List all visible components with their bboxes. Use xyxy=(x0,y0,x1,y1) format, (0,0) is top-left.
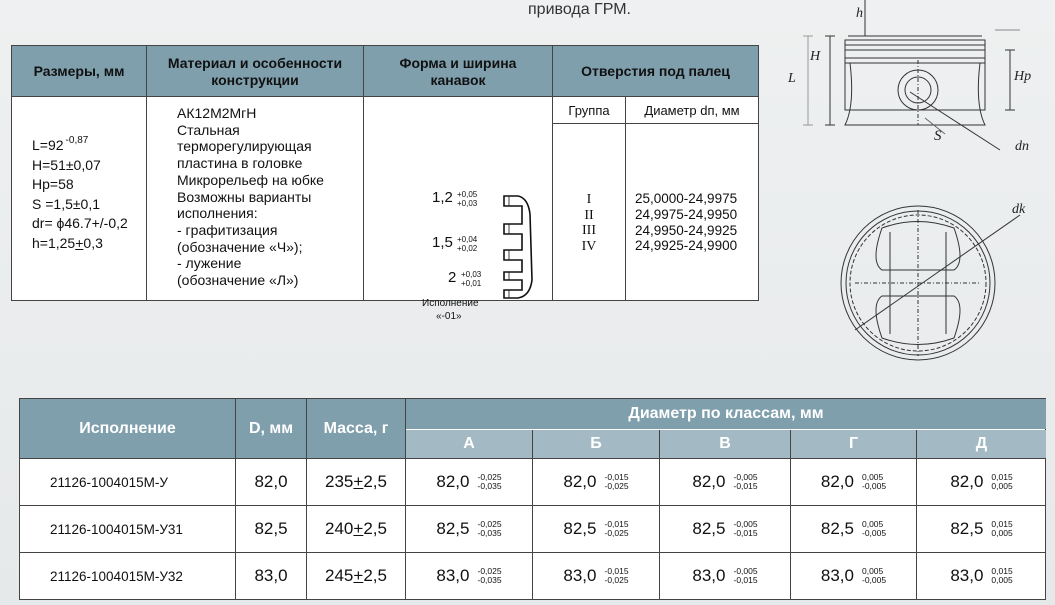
size-L: L=92 xyxy=(32,137,64,153)
class-value: 82,0 xyxy=(820,472,854,491)
groove-width-2: 1,5 xyxy=(432,234,453,251)
pin-diameter: 24,9950-24,9925 xyxy=(635,222,738,238)
class-tol-up: 0,015 xyxy=(991,472,1013,482)
class-cell xyxy=(406,553,532,599)
material-line: Возможны варианты xyxy=(177,188,312,205)
drawing-label-H: H xyxy=(810,49,821,64)
class-tolerance xyxy=(477,520,501,538)
class-tol-up: 0,015 xyxy=(991,519,1013,529)
class-tol-low: -0,035 xyxy=(477,575,502,585)
class-cell xyxy=(660,459,790,505)
mass-tolerance: 2,5 xyxy=(363,519,387,538)
pin-group: IV xyxy=(581,238,597,254)
class-tol-up: 0,015 xyxy=(991,566,1013,576)
class-tol-up: -0,005 xyxy=(733,566,758,576)
groove-width-1: 1,2 xyxy=(432,189,453,206)
material-line: АК12М2МгН xyxy=(177,105,257,121)
class-tol-up: -0,015 xyxy=(604,472,629,482)
material-line: (обозначение «Ч»); xyxy=(177,238,303,255)
pin-diameter-values xyxy=(626,124,758,254)
diameter-d: 82,5 xyxy=(254,519,288,538)
drawing-label-dn: dп xyxy=(1015,139,1029,154)
size-Hp: Hp=58 xyxy=(32,176,74,192)
class-cell xyxy=(660,553,790,599)
class-tol-up: -0,005 xyxy=(733,519,758,529)
class-tol-up: 0,005 xyxy=(861,519,884,529)
class-value: 83,0 xyxy=(820,566,854,585)
class-tolerance xyxy=(991,567,1012,585)
groove-width-3: 2 xyxy=(448,269,457,286)
class-header: Д xyxy=(917,430,1046,458)
class-value: 82,5 xyxy=(950,519,984,538)
header-groove: Форма и ширина канавок xyxy=(364,46,553,97)
pin-group: II xyxy=(584,207,594,223)
class-tol-up: -0,005 xyxy=(733,472,758,482)
class-tol-up: -0,025 xyxy=(477,472,502,482)
class-cell xyxy=(791,506,916,552)
class-cell xyxy=(917,553,1046,599)
class-tol-low: -0,015 xyxy=(733,575,758,585)
drawing-label-S: S xyxy=(934,128,942,144)
class-header: Г xyxy=(791,430,916,458)
class-header: В xyxy=(660,430,790,458)
class-header: А xyxy=(406,430,532,458)
class-value: 82,5 xyxy=(563,519,597,538)
class-tolerance xyxy=(862,520,886,538)
sizes-cell xyxy=(12,97,147,301)
class-value: 82,0 xyxy=(692,472,726,491)
class-value: 83,0 xyxy=(563,566,597,585)
size-dr: dr= ϕ46.7+/-0,2 xyxy=(32,215,128,231)
variant-code: 21126-1004015М-У32 xyxy=(50,568,183,584)
pin-diameter: 24,9975-24,9950 xyxy=(635,206,738,222)
class-tolerance xyxy=(604,473,628,491)
groove-profile-drawing xyxy=(500,194,540,300)
header-d: D, мм xyxy=(236,399,306,458)
mass-value xyxy=(307,506,405,552)
class-tolerance xyxy=(862,473,886,491)
class-tolerance xyxy=(477,567,501,585)
size-h-tol: 0,3 xyxy=(83,234,103,251)
class-tol-low: -0,005 xyxy=(861,528,887,538)
class-tol-up: -0,025 xyxy=(477,519,502,529)
groove-note-1: Исполнение xyxy=(422,298,479,309)
mass-value xyxy=(307,553,405,599)
material-line: пластина в головке xyxy=(177,155,303,172)
class-tol-up: 0,005 xyxy=(861,472,884,482)
class-cell xyxy=(660,506,790,552)
piston-drawing xyxy=(770,0,1055,395)
class-value: 82,5 xyxy=(436,519,470,538)
groove-tol-up-1: +0,05 xyxy=(457,190,478,199)
drawing-label-Hp: Hp xyxy=(1014,69,1032,84)
material-cell xyxy=(147,97,364,301)
class-value: 83,0 xyxy=(692,566,726,585)
class-tol-low: -0,005 xyxy=(861,481,887,491)
class-tol-up: -0,015 xyxy=(604,519,629,529)
spec-table xyxy=(11,45,759,322)
class-tol-low: -0,015 xyxy=(733,481,758,491)
class-cell xyxy=(533,459,659,505)
size-H: H=51±0,07 xyxy=(32,156,101,173)
class-tol-low: -0,025 xyxy=(604,575,629,585)
groove-note-2: «-01» xyxy=(436,311,462,322)
drawing-label-L: L xyxy=(788,71,796,86)
class-tol-low: -0,035 xyxy=(477,481,502,491)
class-tolerance xyxy=(862,567,886,585)
pin-group: III xyxy=(582,223,596,238)
header-pin-holes: Отверстия под палец xyxy=(553,46,758,97)
material-line: терморегулирующая xyxy=(177,138,312,155)
groove-tol-up-3: +0,03 xyxy=(461,270,482,279)
class-tolerance xyxy=(477,473,501,491)
class-cell xyxy=(406,506,532,552)
groove-cell xyxy=(364,97,553,322)
class-tolerance xyxy=(733,520,757,538)
groove-tol-up-2: +0,04 xyxy=(457,235,478,244)
mass-nominal: 240 xyxy=(325,519,354,538)
class-cell xyxy=(917,459,1046,505)
class-tol-low: -0,025 xyxy=(604,481,629,491)
material-line: (обозначение «Л») xyxy=(177,272,299,289)
drawing-label-h: h xyxy=(856,6,863,21)
class-cell xyxy=(791,553,916,599)
drawing-label-dk: dk xyxy=(1012,202,1026,217)
pin-group-header: Группа xyxy=(553,97,626,124)
class-tol-up: -0,025 xyxy=(477,566,502,576)
class-header: Б xyxy=(533,430,659,458)
class-cell xyxy=(791,459,916,505)
class-tolerance xyxy=(604,567,628,585)
class-tolerance xyxy=(604,520,628,538)
class-tolerance xyxy=(991,473,1012,491)
class-value: 82,0 xyxy=(436,472,470,491)
class-tol-low: 0,005 xyxy=(991,528,1013,538)
diameter-d: 82,0 xyxy=(254,472,288,491)
material-line: - графитизация xyxy=(177,221,278,238)
class-value: 82,0 xyxy=(950,472,984,491)
header-variant: Исполнение xyxy=(20,399,235,458)
class-tol-low: 0,005 xyxy=(991,575,1013,585)
header-classes: Диаметр по классам, мм xyxy=(406,399,1046,429)
groove-tol-low-1: +0,03 xyxy=(457,198,478,208)
material-line: Стальная xyxy=(177,121,240,138)
size-S: S =1,5±0,1 xyxy=(32,195,101,212)
class-tol-low: -0,035 xyxy=(477,528,502,538)
class-tol-low: 0,005 xyxy=(991,481,1013,491)
class-tol-low: -0,025 xyxy=(604,528,629,538)
groove-tol-low-2: +0,02 xyxy=(457,243,478,253)
class-cell xyxy=(406,459,532,505)
class-tol-up: 0,005 xyxy=(861,566,884,576)
size-L-tolerance: -0,87 xyxy=(65,135,89,146)
class-tolerance xyxy=(733,473,757,491)
mass-pm: + xyxy=(353,566,364,585)
mass-pm: + xyxy=(353,472,364,491)
class-tolerance xyxy=(733,567,757,585)
mass-value xyxy=(307,459,405,505)
pin-group: I xyxy=(586,192,592,207)
header-mass: Масса, г xyxy=(307,399,405,458)
pin-diameter: 25,0000-24,9975 xyxy=(635,191,738,206)
material-line: - лужение xyxy=(177,255,242,272)
diameter-d: 83,0 xyxy=(254,566,288,585)
material-line: исполнения: xyxy=(177,205,258,222)
class-value: 82,5 xyxy=(692,519,726,538)
header-material: Материал и особенности конструкции xyxy=(147,46,364,97)
size-h: h=1,25 xyxy=(32,234,76,251)
class-cell xyxy=(533,553,659,599)
pin-group-values xyxy=(553,124,626,300)
class-cell xyxy=(533,506,659,552)
header-sizes: Размеры, мм xyxy=(12,46,147,97)
mass-tolerance: 2,5 xyxy=(363,566,387,585)
mass-nominal: 235 xyxy=(325,472,354,491)
mass-pm: + xyxy=(353,519,364,538)
class-table xyxy=(19,398,1046,600)
size-h-pm: + xyxy=(75,234,84,251)
class-tolerance xyxy=(991,520,1012,538)
groove-tol-low-3: +0,01 xyxy=(461,278,482,288)
mass-tolerance: 2,5 xyxy=(363,472,387,491)
variant-code: 21126-1004015М-У xyxy=(50,474,168,490)
class-cell xyxy=(917,506,1046,552)
class-value: 82,5 xyxy=(820,519,854,538)
class-tol-low: -0,005 xyxy=(861,575,887,585)
page-caption: привода ГРМ. xyxy=(528,1,631,18)
pin-diameter: 24,9925-24,9900 xyxy=(635,238,738,254)
class-tol-low: -0,015 xyxy=(733,528,758,538)
class-value: 83,0 xyxy=(950,566,984,585)
class-value: 83,0 xyxy=(436,566,470,585)
class-tol-up: -0,015 xyxy=(604,566,629,576)
mass-nominal: 245 xyxy=(325,566,354,585)
variant-code: 21126-1004015М-У31 xyxy=(50,521,183,537)
pin-diameter-header: Диаметр dп, мм xyxy=(626,97,758,124)
class-value: 82,0 xyxy=(563,472,597,491)
material-line: Микрорельеф на юбке xyxy=(177,171,324,188)
